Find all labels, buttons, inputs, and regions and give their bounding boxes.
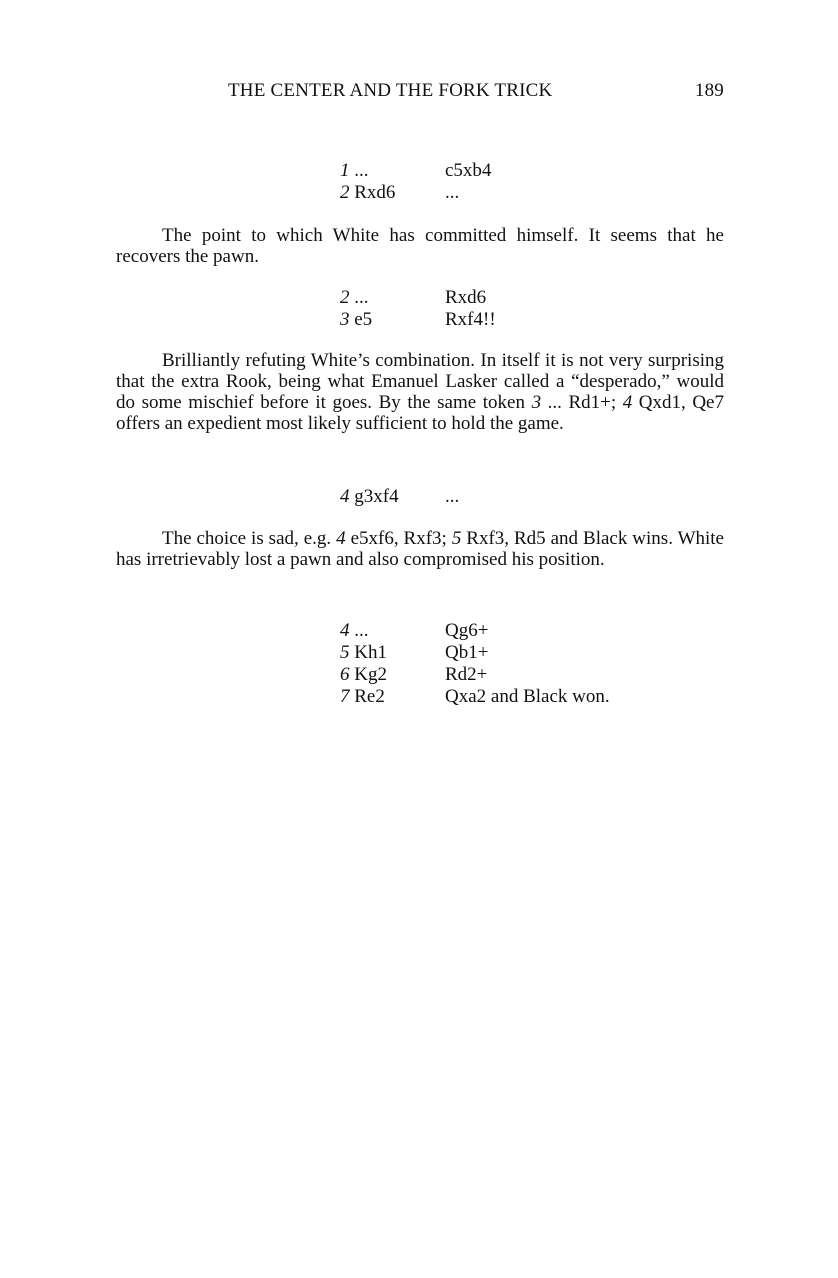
black-move: Qb1+ [445,642,489,663]
move-number: 2 [340,182,350,203]
white-move-text: ... [349,620,369,641]
white-move [340,182,445,204]
move-number: 4 [336,528,346,549]
white-move-text: ... [349,287,369,308]
black-move: ... [445,486,460,507]
white-move-text: Re2 [349,686,385,707]
black-move: c5xb4 [445,160,492,181]
black-move: Qxa2 and Black won. [445,686,610,707]
move-list [340,486,459,508]
black-move: Rxd6 [445,287,487,308]
move-number: 4 [340,620,350,641]
black-move: Qg6+ [445,620,489,641]
white-move-text: e5 [349,309,373,330]
move-list [340,287,496,331]
paragraph-text: Rxf3, Rd5 and Black wins. White has irretrievably lost a pawn and also compromised his position. [116,528,724,570]
white-move-text: ... [349,160,369,181]
move-number: 4 [622,392,633,413]
white-move [340,486,445,508]
move-row [340,686,610,708]
black-move: ... [445,182,460,203]
move-number: 3 [340,309,350,330]
move-row [340,642,610,664]
white-move [340,642,445,664]
move-number: 5 [451,528,462,549]
move-list [340,620,610,708]
move-list [340,160,491,204]
paragraph-text: The choice is sad, e.g. [162,528,337,549]
paragraph-text: Brilliantly refuting White’s combination. In itself it is not very surprising that the extra Rook, being what Emanuel Lasker called a “desperado,” would do some mischief before it goes. By the same token [116,350,724,413]
commentary-paragraph: The point to which White has committed himself. It seems that he recovers the pawn. [116,225,724,267]
paragraph-text: Qxd1, Qe7 offers an expedient most likely sufficient to hold the game. [116,392,724,434]
move-number: 1 [340,160,350,181]
white-move-text: Kh1 [349,642,387,663]
move-row [340,486,459,508]
commentary-paragraph [116,350,724,434]
move-number: 6 [340,664,350,685]
move-number: 5 [340,642,350,663]
paragraph-text: ... Rd1+; [541,392,623,413]
white-move [340,664,445,686]
move-number: 3 [531,392,542,413]
commentary-paragraph [116,528,724,570]
white-move [340,686,445,708]
running-head [100,80,724,106]
black-move: Rxf4!! [445,309,496,330]
white-move [340,620,445,642]
move-row [340,160,491,182]
paragraph-text: e5xf6, Rxf3; [345,528,452,549]
white-move [340,160,445,182]
white-move [340,287,445,309]
page-number: 189 [694,80,724,101]
move-row [340,287,496,309]
running-title: THE CENTER AND THE FORK TRICK [228,80,553,101]
move-row [340,664,610,686]
move-row [340,620,610,642]
move-number: 2 [340,287,350,308]
white-move-text: Kg2 [349,664,387,685]
white-move [340,309,445,331]
white-move-text: g3xf4 [349,486,399,507]
move-number: 4 [340,486,350,507]
move-number: 7 [340,686,350,707]
black-move: Rd2+ [445,664,488,685]
move-row [340,182,491,204]
white-move-text: Rxd6 [349,182,396,203]
move-row [340,309,496,331]
